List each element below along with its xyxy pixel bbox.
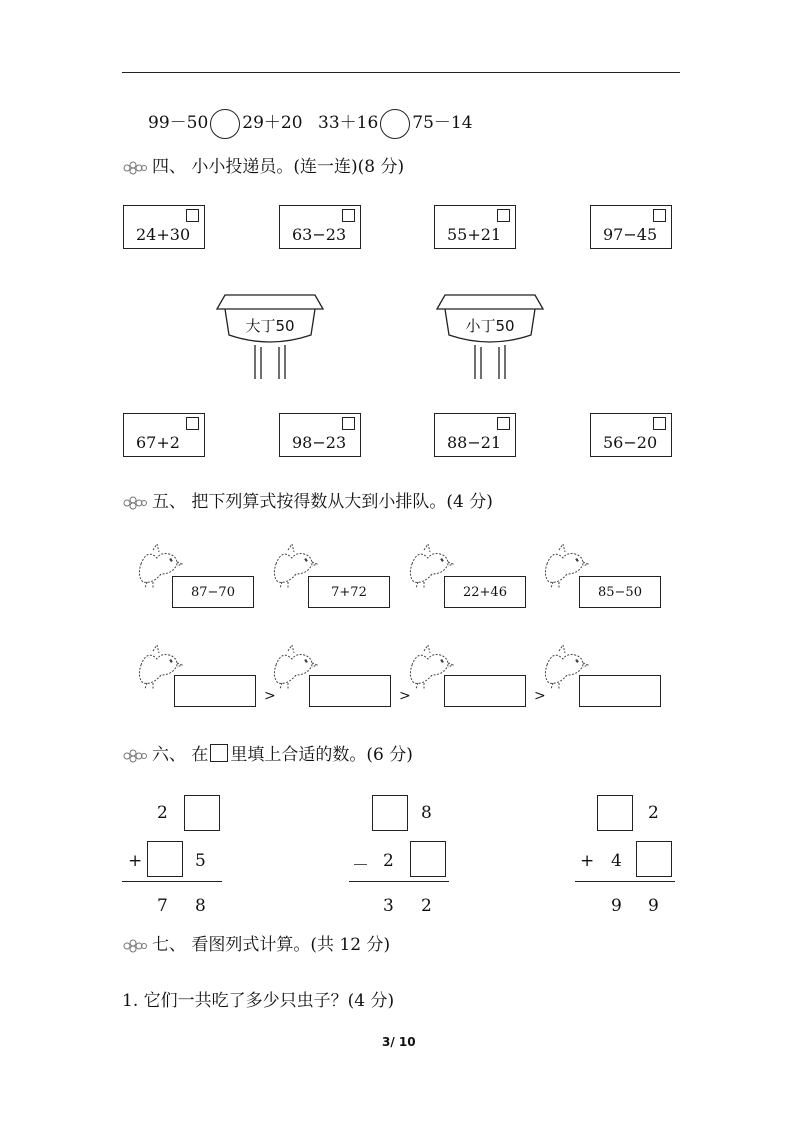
page-number: 3/ 10	[382, 1035, 416, 1049]
section-5-title: 五、 把下列算式按得数从大到小排队。(4 分)	[122, 487, 493, 512]
section-7-title: 七、 看图列式计算。(共 12 分)	[122, 930, 390, 955]
fill-box[interactable]	[636, 841, 672, 877]
expression-box: 22+46	[444, 576, 526, 608]
checkbox[interactable]	[186, 209, 199, 222]
compare-circle[interactable]	[210, 109, 240, 139]
greater-than-symbol: >	[399, 688, 411, 704]
answer-box[interactable]	[444, 675, 526, 707]
mail-card[interactable]: 56−20	[590, 413, 672, 457]
mail-card[interactable]: 24+30	[123, 205, 205, 249]
answer-box[interactable]	[174, 675, 256, 707]
checkbox[interactable]	[342, 417, 355, 430]
mail-card[interactable]: 97−45	[590, 205, 672, 249]
digit: 9	[611, 896, 622, 916]
comparison-2: 33＋16 75－14	[318, 108, 473, 139]
sum-line	[575, 881, 675, 882]
section-4-title: 四、 小小投递员。(连一连)(8 分)	[122, 152, 404, 177]
greater-than-symbol: >	[264, 688, 276, 704]
digit: 3	[383, 896, 394, 916]
question-1: 1. 它们一共吃了多少只虫子？(4 分)	[122, 991, 395, 1011]
digit: 5	[195, 851, 206, 871]
digit: 7	[157, 896, 168, 916]
mail-card[interactable]: 98−23	[279, 413, 361, 457]
digit: 2	[648, 803, 659, 823]
mailbox-datding[interactable]: 大丁50	[215, 293, 325, 383]
digit: 8	[195, 896, 206, 916]
mail-card[interactable]: 55+21	[434, 205, 516, 249]
sum-line	[122, 881, 222, 882]
digit: 2	[383, 851, 394, 871]
digit: 2	[421, 896, 432, 916]
fill-box[interactable]	[410, 841, 446, 877]
mailbox-icon	[215, 293, 325, 383]
decorative-knot-icon	[122, 495, 148, 511]
section-6-title: 六、 在 里填上合适的数。(6 分)	[122, 740, 413, 765]
fill-box[interactable]	[597, 795, 633, 831]
compare-circle[interactable]	[380, 109, 410, 139]
operator: －	[352, 856, 369, 876]
digit: 8	[421, 803, 432, 823]
greater-than-symbol: >	[534, 688, 546, 704]
mailbox-xiaoding[interactable]: 小丁50	[435, 293, 545, 383]
digit: 2	[157, 803, 168, 823]
answer-box[interactable]	[579, 675, 661, 707]
decorative-knot-icon	[122, 748, 148, 764]
checkbox[interactable]	[653, 209, 666, 222]
checkbox[interactable]	[186, 417, 199, 430]
comparison-1: 99－50 29＋20	[148, 108, 303, 139]
difference-line	[349, 881, 449, 882]
checkbox[interactable]	[342, 209, 355, 222]
fill-box[interactable]	[184, 795, 220, 831]
operator: +	[580, 851, 595, 871]
operator: +	[128, 851, 143, 871]
expression-box: 85−50	[579, 576, 661, 608]
checkbox[interactable]	[497, 209, 510, 222]
fill-box[interactable]	[372, 795, 408, 831]
mailbox-icon	[435, 293, 545, 383]
expression-box: 7+72	[308, 576, 390, 608]
fill-box[interactable]	[147, 841, 183, 877]
digit: 4	[611, 851, 622, 871]
decorative-knot-icon	[122, 160, 148, 176]
expression-box: 87−70	[172, 576, 254, 608]
checkbox[interactable]	[653, 417, 666, 430]
square-symbol	[210, 744, 228, 762]
digit: 9	[648, 896, 659, 916]
header-rule	[122, 72, 680, 73]
mail-card[interactable]: 63−23	[279, 205, 361, 249]
decorative-knot-icon	[122, 938, 148, 954]
answer-box[interactable]	[309, 675, 391, 707]
mail-card[interactable]: 88−21	[434, 413, 516, 457]
mail-card[interactable]: 67+2	[123, 413, 205, 457]
checkbox[interactable]	[497, 417, 510, 430]
